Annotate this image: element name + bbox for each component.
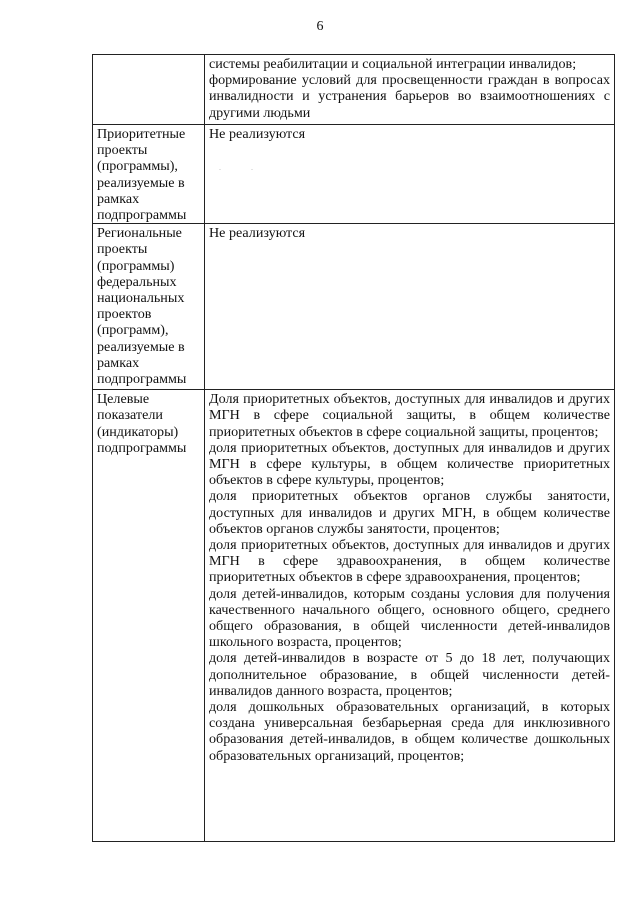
- page-number: 6: [316, 19, 324, 34]
- indicator-item: доля приоритетных объектов, доступных для инвалидов и других МГН в сфере культуры, в общем количестве приоритетных объектов в сфере культуры, процентов;: [209, 439, 610, 489]
- indicator-item: доля приоритетных объектов, доступных для инвалидов и других МГН в сфере здравоохранения, в общем количестве приоритетных объектов в сфере здравоохранения, процентов;: [209, 537, 610, 586]
- table-cell-goals-continued: [205, 55, 615, 125]
- table-row-priority-projects: [93, 125, 615, 224]
- table-cell-label-empty: [93, 55, 205, 125]
- target-indicators-label: Целевые показатели (индикаторы) подпрограммы: [93, 390, 205, 842]
- target-indicators-cell: [205, 390, 615, 842]
- table-row-continued: [93, 55, 615, 125]
- goal-line-1: системы реабилитации и социальной интеграции инвалидов;: [209, 56, 577, 72]
- regional-projects-label: Региональные проекты (программы) федеральных национальных проектов (программ), реализуемые в рамках подпрограммы: [93, 224, 205, 390]
- goal-line-2: формирование условий для просвещенности граждан в вопросах инвалидности и устранения барьеров во взаимоотношениях с другими людьми: [209, 72, 610, 121]
- table-row-target-indicators: [93, 390, 615, 842]
- priority-projects-label: Приоритетные проекты (программы), реализуемые в рамках подпрограммы: [93, 125, 205, 224]
- subprogram-passport-table: [92, 54, 615, 842]
- indicator-item: доля приоритетных объектов органов службы занятости, доступных для инвалидов и других МГН, в общем количестве объектов органов службы занятости, процентов;: [209, 488, 610, 537]
- regional-projects-value: Не реализуются: [205, 224, 615, 390]
- indicator-item: Доля приоритетных объектов, доступных для инвалидов и других МГН в сфере социальной защиты, в общем количестве приоритетных объектов в сфере социальной защиты, процентов;: [209, 391, 610, 440]
- priority-projects-value-cell: [205, 125, 615, 224]
- indicator-item: доля дошкольных образовательных организаций, в которых создана универсальная безбарьерная среда для инклюзивного образования детей-инвалидов, в общем количестве дошкольных образовательных организаций, процентов;: [209, 699, 610, 764]
- scan-artifact-dots: . .: [219, 163, 267, 173]
- table-row-regional-projects: [93, 224, 615, 390]
- indicator-item: доля детей-инвалидов, которым созданы условия для получения качественного начального общего, основного общего, среднего общего образования, в общей численности детей-инвалидов школьного возраста, процентов;: [209, 585, 610, 651]
- priority-projects-value: Не реализуются: [209, 126, 306, 142]
- indicator-item: доля детей-инвалидов в возрасте от 5 до 18 лет, получающих дополнительное образование, в общей численности детей-инвалидов данного возраста, процентов;: [209, 650, 610, 699]
